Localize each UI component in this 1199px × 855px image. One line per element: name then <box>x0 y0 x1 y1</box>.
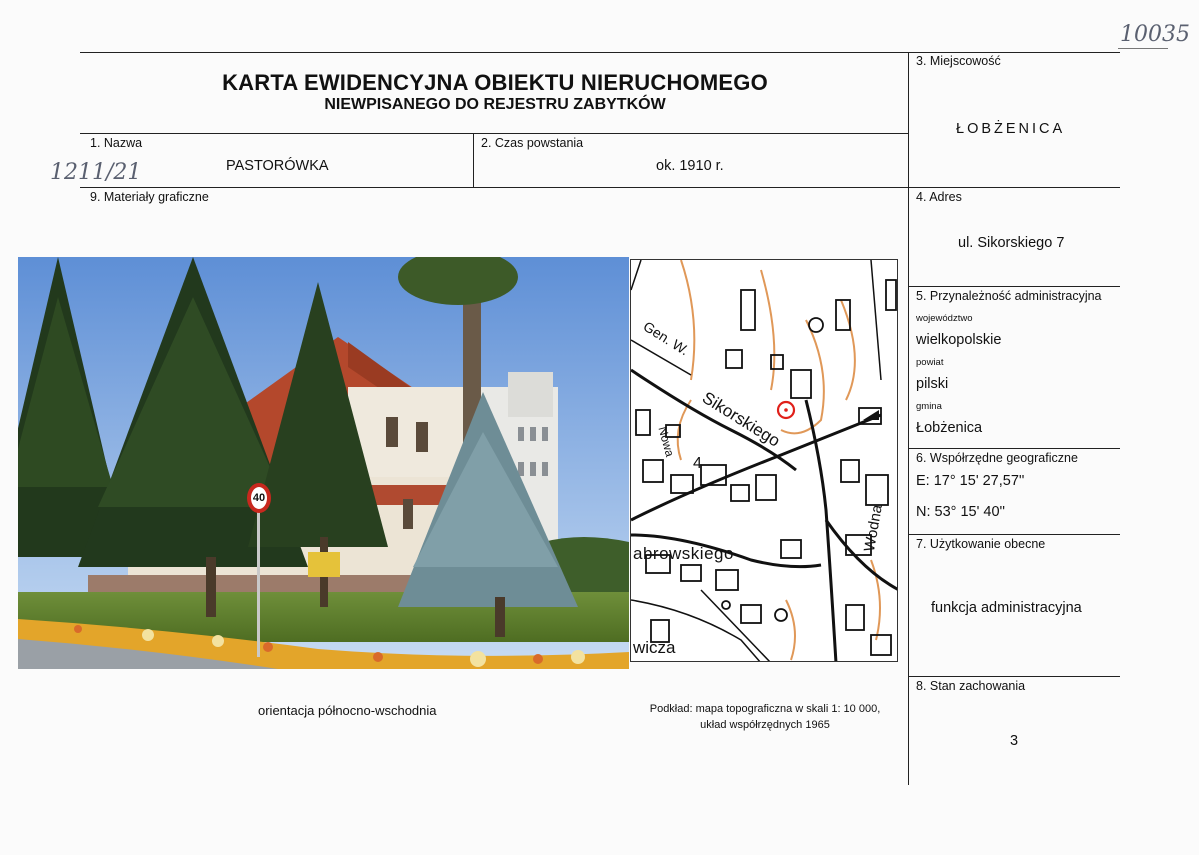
name-label: 1. Nazwa <box>90 136 143 150</box>
graphics-label: 9. Materiały graficzne <box>90 190 209 204</box>
map-caption-line1: Podkład: mapa topograficzna w skali 1: 10 000, <box>649 703 881 715</box>
admin-label: 5. Przynależność administracyjna <box>916 289 1102 303</box>
commune-value: Łobżenica <box>916 420 983 436</box>
map-caption-line2: układ współrzędnych 1965 <box>700 719 830 731</box>
name-value: PASTORÓWKA <box>226 158 329 174</box>
coords-east: E: 17° 15' 27,57'' <box>916 473 1025 489</box>
page-subtitle: NIEWPISANEGO DO REJESTRU ZABYTKÓW <box>324 96 666 113</box>
county-value: pilski <box>916 376 949 392</box>
handwritten-archive-number: 10035 <box>1120 22 1190 47</box>
map-label-wicza: wicza <box>633 638 676 657</box>
map-label-general: Gen. W. <box>640 318 692 359</box>
rule-coords-bottom <box>908 534 1120 535</box>
county-label: powiat <box>916 357 944 368</box>
rule-admin-bottom <box>908 448 1120 449</box>
building-photo <box>18 257 629 669</box>
building-photo-drawing <box>18 257 629 669</box>
topographic-map <box>630 259 898 662</box>
locality-value: ŁOBŻENICA <box>956 121 1066 137</box>
handwritten-side-number: 1211/21 <box>50 160 142 185</box>
map-label-dabrowskiego: abrowskiego <box>633 544 734 563</box>
rule-name-row-bottom <box>80 187 1120 188</box>
map-label-sikorskiego: Sikorskiego <box>698 388 784 451</box>
coords-north: N: 53° 15' 40'' <box>916 504 1006 520</box>
commune-label: gmina <box>916 401 942 412</box>
speed-limit-value: 40 <box>252 492 266 504</box>
date-label: 2. Czas powstania <box>481 136 584 150</box>
map-label-nowa: Nowa <box>655 425 677 459</box>
usage-label: 7. Użytkowanie obecne <box>916 537 1046 551</box>
address-label: 4. Adres <box>916 190 962 204</box>
rule-name-date-divider <box>473 133 474 187</box>
map-label-wodna: Wodna <box>861 503 886 553</box>
locality-label: 3. Miejscowość <box>916 54 1001 68</box>
usage-value: funkcja administracyjna <box>931 600 1082 616</box>
coords-label: 6. Współrzędne geograficzne <box>916 451 1078 465</box>
page-title: KARTA EWIDENCYJNA OBIEKTU NIERUCHOMEGO <box>222 70 768 95</box>
rule-address-bottom <box>908 286 1120 287</box>
handwritten-underline <box>1118 48 1168 49</box>
map-label-number: 4 <box>693 455 702 472</box>
condition-value: 3 <box>1010 733 1019 749</box>
map-drawing <box>631 260 898 662</box>
condition-label: 8. Stan zachowania <box>916 679 1026 693</box>
speed-limit-sign <box>247 483 271 513</box>
rule-usage-bottom <box>908 676 1120 677</box>
rule-title-bottom <box>80 133 908 134</box>
photo-caption: orientacja północno-wschodnia <box>258 703 437 718</box>
voivodeship-value: wielkopolskie <box>916 332 1002 348</box>
date-value: ok. 1910 r. <box>656 158 724 174</box>
address-value: ul. Sikorskiego 7 <box>958 235 1065 251</box>
voivodeship-label: województwo <box>916 313 973 324</box>
rule-top <box>80 52 1120 53</box>
